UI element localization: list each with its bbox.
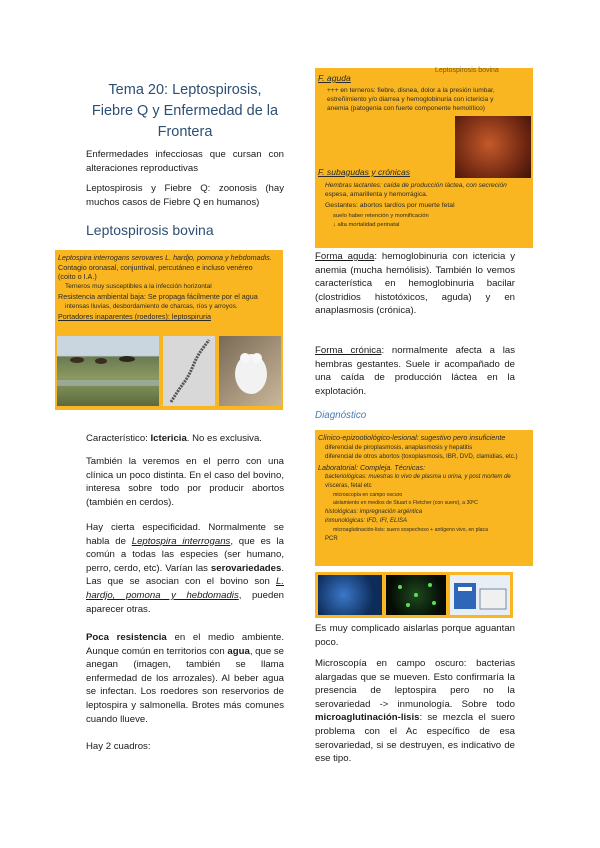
elisa-kit-photo bbox=[450, 575, 510, 615]
slide-line: Laboratorial: Compleja. Técnicas: bbox=[318, 463, 426, 472]
slide-line: microaglutinación-lisis: suero sospechoso + antígeno vivo, en placa bbox=[333, 527, 488, 533]
slide-line: Clínico-epizootiológico-lesional: sugestivo pero insuficiente bbox=[318, 433, 506, 442]
aislamiento-paragraph: Es muy complicado aislarlas porque aguantan poco. bbox=[315, 623, 515, 648]
green-dots-icon bbox=[386, 575, 446, 615]
page-title: Tema 20: Leptospirosis, Fiebre Q y Enfermedad de la Frontera bbox=[91, 82, 279, 140]
rat-photo bbox=[219, 336, 281, 406]
slide-formas-clinicas bbox=[315, 68, 533, 248]
slide-heading-subagudas: F. subagudas y crónicas bbox=[318, 167, 411, 177]
slide-line: Hembras lactantes: caída de producción láctea, con secreción bbox=[325, 182, 507, 189]
especificidad-paragraph: Hay cierta especificidad. Normalmente se habla de Leptospira interrogans, que es la común a todas las especies (ser humano, perro, cerdo, etc). Varían las serovariedades. Las que se asocian con el bovino son L. hardjo, pomona y hebdomadis, pueden aparecer otras. bbox=[86, 522, 284, 615]
forma-aguda-paragraph: Forma aguda: hemoglobinuria con ictericia y anemia (mucha hemólisis). También lo vemos característica en hemoglobinuria bacilar (clostridios histotóxicos, aguda) y en anaplasmosis (crónica). bbox=[315, 251, 516, 317]
slide-corner-title: Leptospirosis bovina bbox=[435, 67, 499, 74]
cattle-silhouettes bbox=[57, 336, 159, 406]
flooded-field-photo bbox=[57, 336, 159, 406]
slide-line: (coito o I.A.) bbox=[58, 272, 97, 281]
slide-line: Gestantes: abortos tardíos por muerte fetal bbox=[325, 202, 455, 209]
slide-line: +++ en terneros: fiebre, disnea, dolor a la presión lumbar, bbox=[327, 87, 495, 94]
slide-line: espesa, amarillenta y hemorrágica. bbox=[325, 191, 428, 198]
forma-cronica-paragraph: Forma crónica: normalmente afecta a las hembras gestantes. Suele ir acompañado de una caída de producción láctea en la explotación. bbox=[315, 345, 515, 397]
section-heading-leptospirosis: Leptospirosis bovina bbox=[86, 222, 214, 238]
ictericia-paragraph: Característico: Ictericia. No es exclusiva. bbox=[86, 433, 262, 444]
section-heading-diagnostico: Diagnóstico bbox=[315, 410, 367, 421]
slide-line: intensas lluvias, desbordamiento de charcas, ríos y arroyos. bbox=[65, 303, 238, 310]
slide-line: histológicas: impregnación argéntica bbox=[325, 509, 423, 515]
slide-diagnostico bbox=[315, 430, 533, 566]
darkfield-micrograph bbox=[318, 575, 382, 615]
slide-line: ↓ alta mortalidad perinatal bbox=[333, 222, 400, 228]
zoonosis-paragraph: Leptospirosis y Fiebre Q: zoonosis (hay muchos casos de Fiebre Q en humanos) bbox=[86, 183, 284, 208]
slide-line: Portadores inaparentes (roedores): leptospiruria bbox=[58, 312, 212, 321]
fluorescence-micrograph bbox=[386, 575, 446, 615]
intro-paragraph: Enfermedades infecciosas que cursan con alteraciones reproductivas bbox=[86, 149, 284, 174]
elisa-kit-icon bbox=[450, 575, 510, 615]
leptospira-micrograph bbox=[163, 336, 215, 406]
slide-line: diferencial de piroplasmosis, anaplasmosis y hepatitis bbox=[325, 444, 473, 451]
perro-paragraph: También la veremos en el perro con una clínica un poco distinta. En el caso del bovino, interesa sobre todo por producir abortos (también en cerdos). bbox=[86, 456, 284, 508]
slide-line: Resistencia ambiental baja: Se propaga fácilmente por el agua bbox=[58, 292, 258, 301]
rat-icon bbox=[219, 336, 281, 406]
slide-line: vísceras, fetal etc bbox=[325, 483, 372, 489]
slide-leptospirosis-bovina bbox=[55, 250, 283, 410]
slide-line: Terneros muy susceptibles a la infección horizontal bbox=[65, 283, 212, 290]
slide-line: microscopía en campo oscuro bbox=[333, 492, 403, 498]
slide-line: aislamiento en medios de Stuart o Fletcher (con suero), a 30ºC bbox=[333, 500, 478, 506]
slide-line: PCR bbox=[325, 536, 338, 542]
slide-heading-aguda: F. aguda bbox=[318, 73, 351, 83]
microscopia-paragraph: Microscopía en campo oscuro: bacterias alargadas que se mueven. Esto confirmaría la presencia de leptospira pero no la serovariedad -> inmunología. Sobre todo microaglutinación-lisis: se mezcla el suero problema con el Ac específico de esa serovariedad, si se destruyen, es indicativo de ese tipo. bbox=[315, 658, 515, 765]
diagnostic-images bbox=[315, 572, 513, 618]
slide-line: suelo haber retención y momificación bbox=[333, 213, 429, 219]
slide-line: diferencial de otros abortos (toxoplasmosis, IBR, DVD, clamidias, etc.) bbox=[325, 453, 518, 460]
lesion-photo bbox=[455, 116, 531, 178]
slide-line: estreñimiento y/o diarrea y hemoglobinuria con ictericia y bbox=[327, 96, 494, 103]
slide-line: bacteriológicas: muestras lo vivo de plasma u orina, y post mortem de bbox=[325, 474, 511, 480]
slide-line: Contagio oronasal, conjuntival, percutáneo e incluso venéreo bbox=[58, 263, 253, 272]
cuadros-paragraph: Hay 2 cuadros: bbox=[86, 741, 151, 752]
slide-line: Leptospira interrogans serovares L. hardjo, pomona y hebdomadis. bbox=[58, 253, 272, 262]
resistencia-paragraph: Poca resistencia en el medio ambiente. Aunque común en territorios con agua, que se anegan (imagen, también se llama enfermedad de los arrozales). Al beber agua se infectan. Los roedores son reservorios de leptospira y salmonella. Brotes más comunes cuando llueve. bbox=[86, 632, 285, 725]
spirochete-icon bbox=[163, 336, 215, 406]
slide-line: anemia (patogenia con fuerte componente hemolítico) bbox=[327, 105, 485, 112]
slide-line: inmunológicas: IFD, IFI, ELISA bbox=[325, 518, 408, 524]
